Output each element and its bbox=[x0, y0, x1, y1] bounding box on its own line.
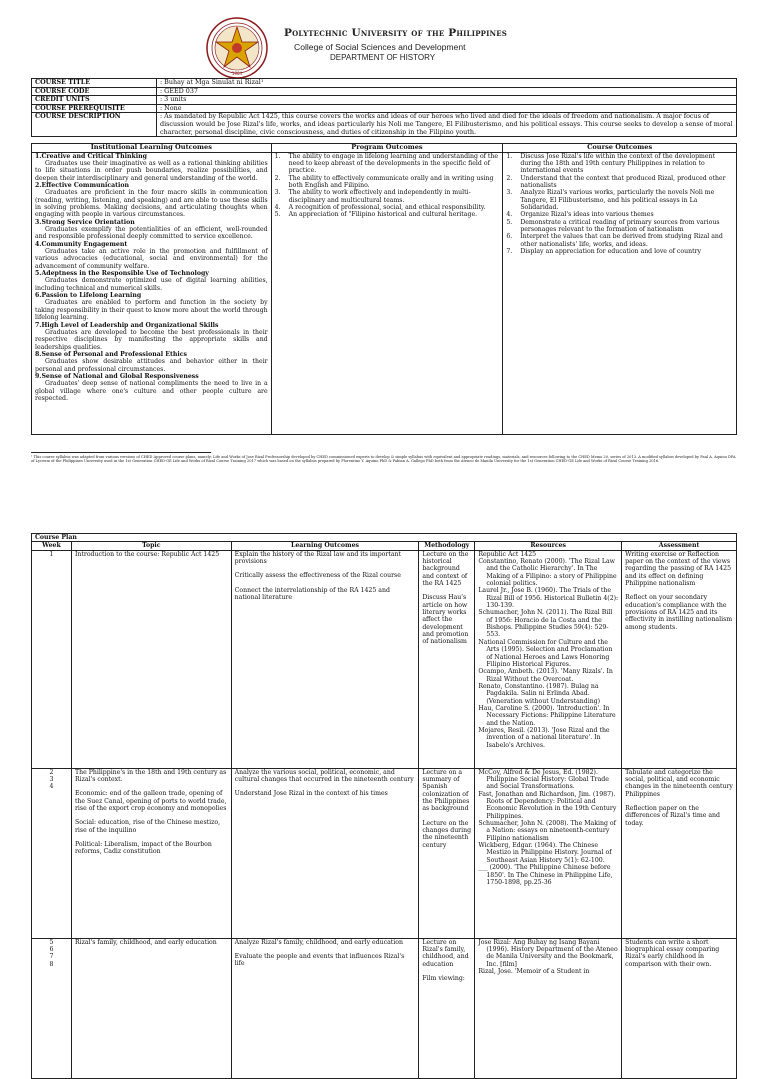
week-number: 1 bbox=[49, 550, 54, 558]
ilo-title: 8.Sense of Personal and Professional Ethics bbox=[35, 350, 187, 358]
university-name: Polytechnic University of the Philippines bbox=[284, 27, 508, 39]
week-number: 4 bbox=[49, 783, 54, 791]
topic-text: Social: education, rise of the Chinese mestizo, rise of the inquilino bbox=[74, 819, 221, 834]
outcome-number: 2. bbox=[274, 174, 281, 182]
ilo-title: 5.Adeptness in the Responsible Use of Technology bbox=[35, 270, 209, 278]
learning-outcome-text: Analyze Rizal's family, childhood, and early education bbox=[234, 938, 403, 946]
ilo-body: Graduates exemplify the potentialities of an efficient, well-rounded and responsible professional deeply committed to service excellence. bbox=[35, 226, 268, 241]
college-name: College of Social Sciences and Development bbox=[294, 42, 466, 52]
program-outcomes-list bbox=[271, 152, 503, 434]
program-outcomes-header: Program Outcomes bbox=[271, 144, 503, 153]
outcome-text: The ability to engage in lifelong learning and understanding of the need to keep abreast of the developments in the specific field of practice. bbox=[288, 152, 499, 175]
info-row bbox=[32, 96, 737, 105]
outcome-number: 7. bbox=[506, 248, 513, 256]
outcome-text: Interpret the values that can be derived from studying Rizal and other nationalists' life, works, and ideas. bbox=[520, 233, 723, 248]
resources-cell bbox=[475, 768, 622, 938]
outcome-item bbox=[506, 233, 733, 248]
methodology-header: Methodology bbox=[419, 542, 475, 550]
outcome-item bbox=[275, 153, 500, 175]
topic-text: Rizal's family, childhood, and early education bbox=[74, 938, 217, 946]
topic-cell bbox=[71, 550, 231, 768]
footnote-divider bbox=[31, 452, 211, 453]
week-number: 6 bbox=[49, 946, 54, 954]
ilo-body: Graduates' deep sense of national compliments the need to live in a global village where one's culture and other people culture are respected. bbox=[35, 380, 268, 402]
info-value: : GEED 037 bbox=[157, 87, 737, 96]
ilo-body: Graduates are proficient in the four macro skills in communication (reading, writing, listening, and speaking) and are able to use these skills in solving problems. Making decisions, and articulating thoughts when engaging with people in various circumstances. bbox=[35, 189, 268, 219]
learning-outcome-text: Critically assess the effectiveness of the Rizal course bbox=[234, 572, 401, 580]
week-number: 2 bbox=[49, 768, 54, 776]
ilo-list bbox=[32, 152, 272, 434]
methodology-text: Discuss Hau's article on how literary works affect the development and promotion of nationalism bbox=[422, 594, 469, 646]
ilo-body: Graduates use their imaginative as well as a rational thinking abilities to life situations in order push boundaries, realize possibilities, and deepen their interdisciplinary and general understanding of the world. bbox=[35, 159, 268, 182]
outcome-text: The ability to effectively communicate orally and in writing using both English and Filipino. bbox=[288, 174, 494, 189]
course-plan-row bbox=[32, 768, 737, 938]
resource-entry: Wickberg, Edgar. (1964). The Chinese Mestizo in Philippine History. Journal of Southeast Asian History 5(1): 62-100. bbox=[478, 842, 612, 864]
assessment-text: Reflection paper on the differences of Rizal's time and today. bbox=[625, 805, 720, 827]
outcome-number: 4. bbox=[506, 211, 513, 219]
outcome-text: The ability to work effectively and independently in multi-disciplinary and multicultural teams. bbox=[288, 189, 471, 204]
methodology-text: Lecture on the changes during the nineteenth century bbox=[422, 819, 472, 849]
ilo-body: Graduates take an active role in the promotion and fulfillment of various advocacies (educational, social and environmental) for the advancement of community welfare. bbox=[35, 248, 268, 270]
resource-entry: ___ (2000). 'The Philippine Chinese before 1850'. In The Chinese in Philippine Life, 1750-1898, pp.25-36 bbox=[478, 864, 613, 886]
resource-entry: Renato, Constantino. (1987). Bulag na Pagdakila. Salin ni Erlinda Abad. (Veneration without Understanding) bbox=[478, 682, 601, 705]
assessment-text: Tabulate and categorize the social, political, and economic changes in the nineteenth century Philippines bbox=[625, 768, 733, 798]
week-number: 3 bbox=[49, 776, 54, 784]
resource-entry: Rizal, Jose. 'Memoir of a Student in bbox=[478, 968, 590, 976]
course-plan-table bbox=[31, 533, 737, 1079]
ilo-body: Graduates are enabled to perform and function in the society by taking responsibility in their quest to know more about the world through lifelong learning. bbox=[35, 299, 268, 322]
footnote: ¹ This course syllabus was adapted from various versions of CHED Approved course plans, namely: Life and Works of Jose Rizal Professorship developed by CHED commissioned experts to develop & simple syllabus with equivalent and appropriate readings, materials, and resources following to the CHED Memo 20, series of 2013. A modified syllabus developed by Paul A. Aquino DPA of Lyceum of the Philippines University used in the 1st Generation CHED-GE Life and Works of Rizal Course Training 2017 which was based on the syllabus prepared by Florentino Y. Aquino PhD & Fabian A. Gallego PhD both from the Ateneo de Manila University for the 1st Generation CHED-GE Life and Works of Rizal Course Training 2016. bbox=[31, 455, 736, 464]
resource-entry: Mojares, Resil. (2013). 'Jose Rizal and the invention of a national literature'. In Isabelo's Archives. bbox=[478, 726, 610, 749]
info-row bbox=[32, 79, 737, 88]
outcome-text: Display an appreciation for education and love of country bbox=[520, 248, 702, 256]
week-number: 7 bbox=[49, 953, 54, 961]
resource-entry: Fast, Jonathan and Richardson, Jim. (1987). Roots of Dependency: Political and Economic Revolution in the 19th Century Philippines. bbox=[478, 790, 617, 820]
resource-entry: McCoy, Alfred & De Jesus, Ed. (1982). Philippine Social History: Global Trade and Social Transformations. bbox=[478, 768, 609, 791]
week-cell bbox=[32, 768, 72, 938]
info-row bbox=[32, 113, 737, 137]
assessment-header: Assessment bbox=[622, 542, 737, 550]
ilo-body: Graduates show desirable attitudes and behavior either in their personal and professional circumstances. bbox=[35, 358, 268, 373]
topic-text: Economic: end of the galleon trade, opening of the Suez Canal, opening of ports to world trade, rise of the export crop economy and monopolies bbox=[74, 790, 227, 813]
resource-entry: Laurel Jr., Jose B. (1960). The Trials of the Rizal Bill of 1956. Historical Bulletin 4(2): 130-139. bbox=[478, 587, 619, 610]
outcome-item bbox=[506, 153, 733, 175]
resource-entry: Ocampo, Ambeth. (2013). 'Many Rizals'. In Rizal Without the Overcoat. bbox=[478, 668, 613, 683]
info-key: COURSE DESCRIPTION bbox=[32, 113, 157, 137]
outcome-text: Analyze Rizal's various works, particularly the novels Noli me Tangere, El Filibusterismo, and his political essays in La Solidaridad. bbox=[520, 189, 715, 211]
resource-entry: Constantino, Renato (2000). 'The Rizal Law and the Catholic Hierarchy'. In The Making of a Filipino: a story of Philippine colonial politics. bbox=[478, 558, 617, 588]
outcome-number: 2. bbox=[506, 174, 513, 182]
outcome-item bbox=[275, 211, 500, 218]
outcome-item bbox=[506, 211, 733, 218]
course-plan-row bbox=[32, 550, 737, 768]
outcome-text: An appreciation of "Filipino historical and cultural heritage. bbox=[288, 211, 478, 219]
methodology-text: Lecture on Rizal's family, childhood, and education bbox=[422, 938, 469, 968]
week-number: 5 bbox=[49, 938, 54, 946]
methodology-text: Lecture on a summary of Spanish colonization of the Philippines as background bbox=[422, 768, 470, 813]
week-number: 8 bbox=[49, 960, 54, 968]
learning-outcomes-header: Learning Outcomes bbox=[231, 542, 419, 550]
outcome-number: 3. bbox=[506, 189, 513, 197]
topic-text: Introduction to the course: Republic Act 1425 bbox=[74, 550, 220, 558]
course-outcomes-list bbox=[503, 152, 737, 434]
resources-cell bbox=[475, 938, 622, 1078]
svg-text:1904: 1904 bbox=[231, 71, 243, 76]
outcomes-table bbox=[31, 143, 737, 435]
outcome-item bbox=[506, 248, 733, 255]
outcome-item bbox=[506, 189, 733, 211]
course-plan-title: Course Plan bbox=[32, 534, 737, 542]
info-key: COURSE TITLE bbox=[32, 79, 157, 88]
ilo-title: 4.Community Engagement bbox=[35, 240, 128, 248]
university-seal-icon bbox=[206, 17, 268, 79]
info-row bbox=[32, 87, 737, 96]
ilo-title: 1.Creative and Critical Thinking bbox=[35, 152, 147, 160]
learning-outcome-cell bbox=[231, 550, 419, 768]
methodology-text: Film viewing: bbox=[422, 975, 465, 983]
assessment-cell bbox=[622, 768, 737, 938]
resources-cell bbox=[475, 550, 622, 768]
assessment-text: Students can write a short biographical essay comparing Rizal's early childhood in comparison with their own. bbox=[625, 938, 720, 968]
outcome-text: Understand that the context that produced Rizal, produced other nationalists bbox=[520, 174, 726, 189]
topic-header: Topic bbox=[71, 542, 231, 550]
outcome-item bbox=[275, 175, 500, 190]
ilo-title: 6.Passion to Lifelong Learning bbox=[35, 292, 142, 300]
info-key: CREDIT UNITS bbox=[32, 96, 157, 105]
outcome-number: 6. bbox=[506, 233, 513, 241]
course-plan-row bbox=[32, 938, 737, 1078]
methodology-cell bbox=[419, 768, 475, 938]
course-outcomes-header: Course Outcomes bbox=[503, 144, 737, 153]
week-cell bbox=[32, 938, 72, 1078]
learning-outcome-text: Evaluate the people and events that influences Rizal's life bbox=[234, 953, 405, 968]
resource-entry: Schumacher, John N. (2011). The Rizal Bill of 1956: Horacio de la Costa and the Bishops. Philippine Studies 59(4): 529-553. bbox=[478, 609, 613, 639]
topic-text: Political: Liberalism, impact of the Bourbon reforms, Cadiz constitution bbox=[74, 841, 212, 856]
methodology-cell bbox=[419, 550, 475, 768]
ilo-header: Institutional Learning Outcomes bbox=[32, 144, 272, 153]
outcome-item bbox=[275, 204, 500, 211]
ilo-body: Graduates demonstrate optimized use of digital learning abilities, including technical and numerical skills. bbox=[35, 277, 268, 292]
learning-outcome-cell bbox=[231, 768, 419, 938]
assessment-cell bbox=[622, 550, 737, 768]
learning-outcome-cell bbox=[231, 938, 419, 1078]
resource-entry: Hau, Caroline S. (2000). 'Introduction'. In Necessary Fictions: Philippine Literature and the Nation. bbox=[478, 704, 616, 727]
methodology-cell bbox=[419, 938, 475, 1078]
outcome-number: 3. bbox=[274, 189, 281, 197]
outcome-text: Organize Rizal's ideas into various themes bbox=[520, 211, 654, 219]
outcome-text: Demonstrate a critical reading of primary sources from various personages relevant to the formation of nationalism bbox=[520, 218, 720, 234]
info-value: : 3 units bbox=[157, 96, 737, 105]
assessment-cell bbox=[622, 938, 737, 1078]
course-info-table bbox=[31, 78, 737, 137]
outcome-item bbox=[506, 175, 733, 190]
assessment-text: Reflect on your secondary education's compliance with the provisions of RA 1425 and its effectivity in instilling nationalism among students. bbox=[625, 594, 733, 631]
ilo-body: Graduates are developed to become the best professionals in their respective disciplines by manifesting the appropriate skills and leaderships qualities. bbox=[35, 328, 268, 351]
learning-outcome-text: Connect the interrelationship of the RA 1425 and national literature bbox=[234, 586, 390, 602]
outcome-number: 1. bbox=[274, 152, 281, 160]
methodology-text: Lecture on the historical background and context of the RA 1425 bbox=[422, 550, 469, 588]
topic-cell bbox=[71, 768, 231, 938]
assessment-text: Writing exercise or Reflection paper on the context of the views regarding the passing of RA 1425 and its effect on defining Philippine nationalism bbox=[625, 550, 732, 588]
resource-entry: Jose Rizal: Ang Buhay ng Isang Bayani (1996). History Department of the Ateneo de Manila University and the Bookmark, Inc. [film] bbox=[478, 938, 618, 968]
outcome-text: A recognition of professional, social, and ethical responsibility. bbox=[288, 204, 486, 211]
topic-cell bbox=[71, 938, 231, 1078]
outcome-number: 4. bbox=[274, 204, 281, 211]
learning-outcome-text: Understand Jose Rizal in the context of his times bbox=[234, 790, 388, 798]
outcome-item bbox=[506, 219, 733, 234]
outcome-number: 5. bbox=[506, 218, 513, 226]
outcome-text: Discuss Jose Rizal's life within the context of the development during the 18th and 19th century Philippines in relation to international events bbox=[520, 152, 716, 175]
info-value: : As mandated by Republic Act 1425, this course covers the works and ideas of our heroes who lived and died for the ideals of freedom and nationalism. A major focus of discussion would be Jose Rizal's life, works, and ideas particularly his Noli me Tangere, El Filibusterismo, and his political essays. This course seeks to develop a sense of moral character, personal discipline, civic consciousness, and duties of citizenship in the Filipino youth. bbox=[157, 113, 737, 137]
outcome-number: 5. bbox=[274, 211, 281, 219]
learning-outcome-text: Analyze the various social, political, economic, and cultural changes that occurred in the nineteenth century bbox=[234, 768, 414, 784]
learning-outcome-text: Explain the history of the Rizal law and its important provisions bbox=[234, 550, 402, 566]
week-cell bbox=[32, 550, 72, 768]
resource-entry: Republic Act 1425 bbox=[478, 550, 537, 558]
resource-entry: National Commission for Culture and the Arts (1995). Selection and Proclamation of National Heroes and Laws Honoring Filipino Historical Figures. bbox=[478, 638, 613, 668]
outcome-number: 1. bbox=[506, 152, 513, 160]
info-value: : None bbox=[157, 104, 737, 113]
ilo-title: 7.High Level of Leadership and Organizational Skills bbox=[35, 321, 219, 329]
info-key: COURSE PREREQUISITE bbox=[32, 104, 157, 113]
week-header: Week bbox=[32, 542, 72, 550]
info-value: : Buhay at Mga Sinulat ni Rizal¹ bbox=[157, 79, 737, 88]
ilo-title: 2.Effective Communication bbox=[35, 181, 129, 189]
resource-entry: Schumacher, John N. (2008). The Making of a Nation: essays on nineteenth-century Filipino nationalism bbox=[478, 820, 616, 842]
resources-header: Resources bbox=[475, 542, 622, 550]
department-name: DEPARTMENT OF HISTORY bbox=[330, 53, 436, 62]
info-key: COURSE CODE bbox=[32, 87, 157, 96]
topic-text: The Philippine's in the 18th and 19th century as Rizal's context. bbox=[74, 768, 227, 784]
outcome-item bbox=[275, 189, 500, 204]
ilo-title: 9.Sense of National and Global Responsiveness bbox=[35, 372, 199, 380]
ilo-title: 3.Strong Service Orientation bbox=[35, 218, 135, 226]
